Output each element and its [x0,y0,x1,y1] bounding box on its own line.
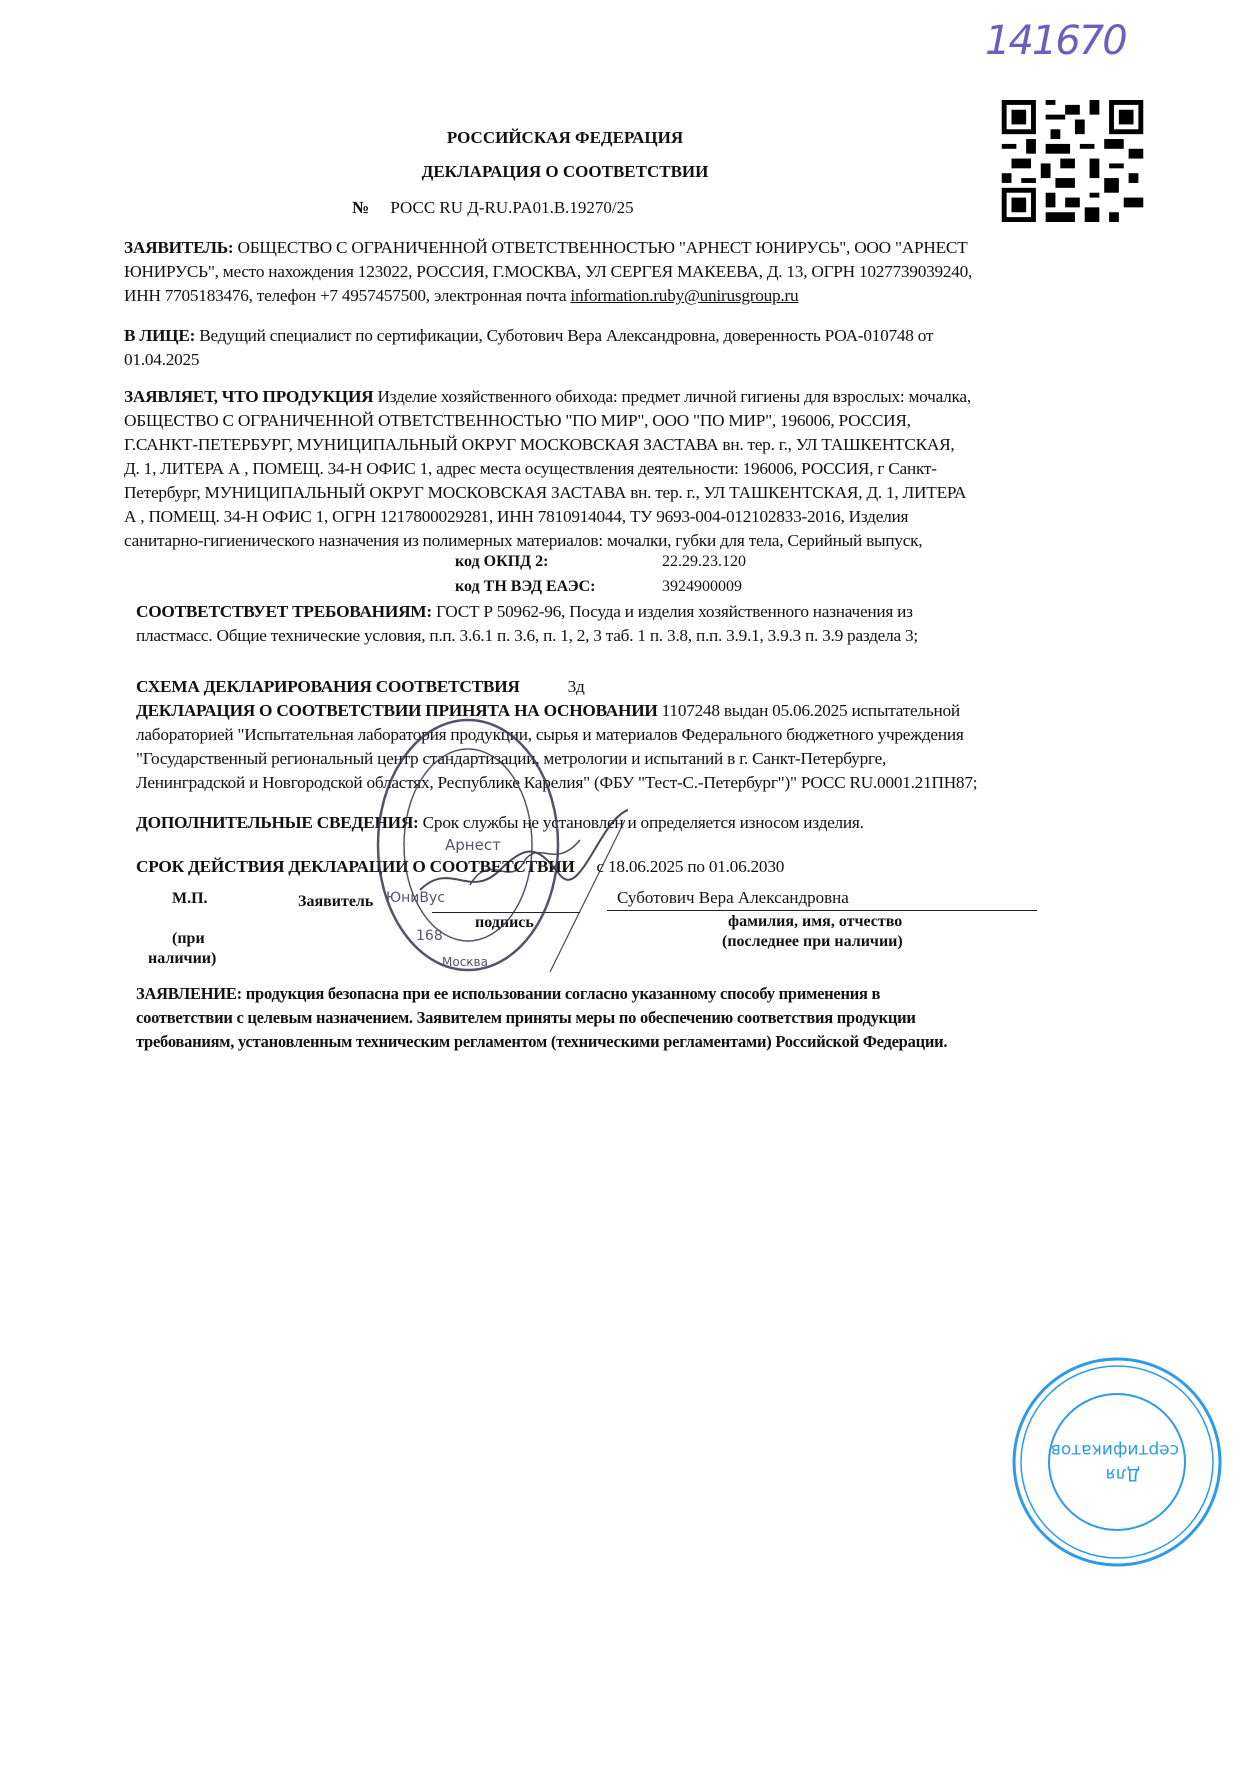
requirements-label: СООТВЕТСТВУЕТ ТРЕБОВАНИЯМ: [136,602,432,621]
text: Изделие хозяйственного обихода: предмет личной гигиены для взрослых: мочалка, [373,387,971,406]
statement-line: соответствии с целевым назначением. Заявителем приняты меры по обеспечению соответствия продукции [136,1008,916,1027]
tnved-label: код ТН ВЭД ЕАЭС: [455,578,596,595]
applicant-label: ЗАЯВИТЕЛЬ: [124,238,234,257]
product-line: Д. 1, ЛИТЕРА А , ПОМЕЩ. 34-Н ОФИС 1, адрес места осуществления деятельности: 196006, РОССИЯ, г Санкт- [124,459,937,478]
certification-stamp [1010,1355,1225,1570]
additional-label: ДОПОЛНИТЕЛЬНЫЕ СВЕДЕНИЯ: [136,813,419,832]
mp-label: М.П. [172,890,208,907]
product-label: ЗАЯВЛЯЕТ, ЧТО ПРОДУКЦИЯ [124,387,374,406]
declaration-number [352,198,634,218]
signer-name: Суботович Вера Александровна [617,888,849,907]
qr-code-icon [1000,100,1145,222]
name-caption: фамилия, имя, отчество [728,913,903,930]
text: ОБЩЕСТВО С ОГРАНИЧЕННОЙ ОТВЕТСТВЕННОСТЬЮ "АРНЕСТ ЮНИРУСЬ", ООО "АРНЕСТ [233,238,968,257]
okpd-label: код ОКПД 2: [455,553,549,570]
applicant-line: ЮНИРУСЬ", место нахождения 123022, РОССИЯ, Г.МОСКВА, УЛ СЕРГЕЯ МАКЕЕВА, Д. 13, ОГРН 1027739039240, [124,262,973,281]
representative-label: В ЛИЦЕ: [124,326,196,345]
validity-dates: с 18.06.2025 по 01.06.2030 [596,857,785,876]
text: 1107248 выдан 05.06.2025 испытательной [657,701,960,720]
basis-line: Ленинградской и Новгородской областях, Республике Карелия" (ФБУ "Тест-С.-Петербург")" РОСС RU.0001.21ПН87; [136,773,978,792]
svg-text:Москва: Москва [442,955,488,969]
svg-text:Арнест: Арнест [445,836,501,854]
product-line: санитарно-гигиенического назначения из полимерных материалов: мочалки, губки для тела, Серийный выпуск, [124,531,923,550]
document-title: ДЕКЛАРАЦИЯ О СООТВЕТСТВИИ [421,162,709,181]
product-line: А , ПОМЕЩ. 34-Н ОФИС 1, ОГРН 1217800029281, ИНН 7810914044, ТУ 9693-004-012102833-2016, Изделия [124,507,909,526]
text: ГОСТ Р 50962-96, Посуда и изделия хозяйственного назначения из [431,602,913,621]
applicant-line [124,286,798,306]
email-link[interactable]: information.ruby@unirusgroup.ru [570,286,799,305]
number-sign: № [352,198,370,217]
signature-caption: подпись [475,914,534,931]
mp-note: наличии) [148,950,217,967]
svg-text:Для: Для [1105,1464,1140,1484]
text: Ведущий специалист по сертификации, Суботович Вера Александровна, доверенность РОА-010748 от [195,326,934,345]
product-line: ОБЩЕСТВО С ОГРАНИЧЕННОЙ ОТВЕТСТВЕННОСТЬЮ "ПО МИР", ООО "ПО МИР", 196006, РОССИЯ, [124,411,911,430]
statement-line: ЗАЯВЛЕНИЕ: продукция безопасна при ее использовании согласно указанному способу применения в [136,984,881,1003]
basis-line: "Государственный региональный центр стандартизации, метрологии и испытаний в г. Санкт-Петербурге, [136,749,887,768]
representative-line: 01.04.2025 [124,350,200,369]
tnved-value: 3924900009 [662,578,742,595]
applicant-signature-label: Заявитель [298,893,374,910]
name-caption: (последнее при наличии) [722,933,903,950]
handwritten-number: 141670 [985,18,1126,64]
product-line: Петербург, МУНИЦИПАЛЬНЫЙ ОКРУГ МОСКОВСКАЯ ЗАСТАВА вн. тер. г., УЛ ТАШКЕНТСКАЯ, Д. 1, ЛИТЕРА [124,483,967,502]
text: ИНН 7705183476, телефон +7 4957457500, электронная почта [124,286,571,305]
scheme-label: СХЕМА ДЕКЛАРИРОВАНИЯ СООТВЕТСТВИЯ [136,677,520,696]
applicant-stamp [350,700,630,975]
requirements-line [136,602,913,622]
product-line [124,387,971,407]
mp-note: (при [172,930,205,947]
svg-text:сертификатов: сертификатов [1050,1440,1179,1460]
basis-line: лабораторией "Испытательная лаборатория продукции, сырья и материалов Федерального бюджетного учреждения [136,725,964,744]
name-line [607,910,1037,911]
validity-label: СРОК ДЕЙСТВИЯ ДЕКЛАРАЦИИ О СООТВЕТСТВИИ [136,857,575,876]
okpd-value: 22.29.23.120 [662,553,746,570]
product-line: Г.САНКТ-ПЕТЕРБУРГ, МУНИЦИПАЛЬНЫЙ ОКРУГ МОСКОВСКАЯ ЗАСТАВА вн. тер. г., УЛ ТАШКЕНТСКАЯ, [124,435,955,454]
svg-text:168: 168 [416,928,443,944]
svg-text:ЮниВус: ЮниВус [386,890,445,906]
number-value: РОСС RU Д-RU.PA01.B.19270/25 [390,198,634,217]
statement-line: требованиям, установленным техническим регламентом (техническими регламентами) Российской Федерации. [136,1032,948,1051]
representative-line [124,326,933,346]
country-heading: РОССИЙСКАЯ ФЕДЕРАЦИЯ [446,128,684,147]
requirements-line: пластмасс. Общие технические условия, п.п. 3.6.1 п. 3.6, п. 1, 2, 3 таб. 1 п. 3.8, п.п. 3.9.1, 3.9.3 п. 3.9 раздела 3; [136,626,918,645]
scheme-value: 3д [567,677,585,696]
applicant-line [124,238,967,258]
basis-label: ДЕКЛАРАЦИЯ О СООТВЕТСТВИИ ПРИНЯТА НА ОСНОВАНИИ [136,701,658,720]
text: Срок службы не установлен и определяется износом изделия. [418,813,864,832]
scheme-line [136,677,585,697]
